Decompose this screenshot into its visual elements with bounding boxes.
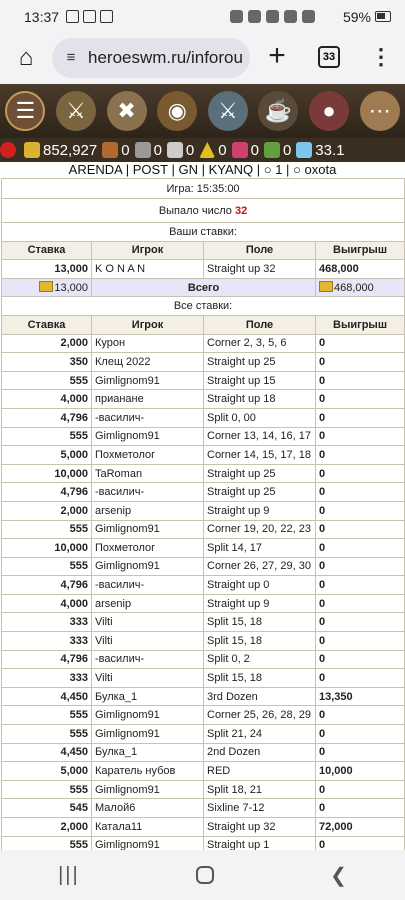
bet-player[interactable]: Булка_1 [92, 687, 204, 706]
heart-icon [0, 142, 16, 158]
bet-field: Straight up 25 [204, 353, 316, 372]
your-bets-title-row [2, 223, 405, 242]
menu-icon[interactable]: ☰ [5, 91, 45, 131]
browser-toolbar [0, 34, 405, 84]
table-row [2, 408, 405, 427]
bet-win: 0 [316, 464, 405, 483]
bet-stake: 555 [2, 836, 92, 850]
result-row [2, 199, 405, 223]
bet-field: 2nd Dozen [204, 743, 316, 762]
table-row [2, 818, 405, 837]
col-field: Поле [204, 241, 316, 260]
table-row [2, 594, 405, 613]
wood-resource: 0 [102, 142, 129, 159]
gallery-notification-icon [66, 10, 79, 23]
tavern-mug-icon[interactable]: ☕ [258, 91, 298, 131]
bet-field: Split 21, 24 [204, 725, 316, 744]
bet-win: 0 [316, 520, 405, 539]
table-row [2, 687, 405, 706]
lock-icon [230, 10, 243, 23]
ore-icon [135, 142, 151, 158]
table-row [2, 446, 405, 465]
health-indicator [0, 142, 19, 158]
your-bets-title: Ваши ставки: [2, 223, 405, 242]
col-stake: Ставка [2, 241, 92, 260]
bet-win: 0 [316, 632, 405, 651]
bet-stake: 10,000 [2, 539, 92, 558]
all-bets-header [2, 315, 405, 334]
helmet-icon[interactable]: ⚔ [56, 91, 96, 131]
bet-win: 0 [316, 539, 405, 558]
bet-win: 0 [316, 669, 405, 688]
bet-stake: 350 [2, 353, 92, 372]
address-bar[interactable] [52, 38, 250, 78]
table-row [2, 539, 405, 558]
tab-switcher-button[interactable]: 33 [318, 46, 340, 68]
battery-percent: 59% [342, 9, 371, 25]
bet-win: 0 [316, 576, 405, 595]
bet-win: 0 [316, 725, 405, 744]
table-row [2, 762, 405, 781]
new-tab-button[interactable]: + [268, 39, 286, 72]
bet-stake: 4,450 [2, 687, 92, 706]
col-stake: Ставка [2, 315, 92, 334]
bet-field: Straight up 0 [204, 576, 316, 595]
bet-win: 0 [316, 483, 405, 502]
alarm-icon [248, 10, 261, 23]
gold-icon [39, 281, 53, 292]
table-row [2, 334, 405, 353]
bet-field: Corner 25, 26, 28, 29 [204, 706, 316, 725]
status-bar [0, 0, 405, 34]
bet-field: Straight up 9 [204, 501, 316, 520]
bet-win: 0 [316, 334, 405, 353]
ore-resource: 0 [135, 142, 162, 159]
bet-player[interactable]: Vilti [92, 669, 204, 688]
url-text[interactable]: heroeswm.ru/inforou [88, 48, 243, 67]
bet-field: Straight up 32 [204, 260, 316, 279]
bet-player[interactable]: TaRoman [92, 464, 204, 483]
table-row [2, 780, 405, 799]
bet-stake: 555 [2, 520, 92, 539]
home-circle-icon[interactable] [196, 866, 214, 884]
bet-stake: 555 [2, 780, 92, 799]
bet-player[interactable]: Gimlignom91 [92, 836, 204, 850]
diamond-icon [296, 142, 312, 158]
swords-icon[interactable]: ⚔ [208, 91, 248, 131]
bet-stake: 13,000 [2, 260, 92, 279]
bet-win: 0 [316, 557, 405, 576]
bet-win: 0 [316, 390, 405, 409]
bet-player[interactable]: -василич- [92, 650, 204, 669]
all-bets-title-row [2, 297, 405, 316]
bet-field: Sixline 7-12 [204, 799, 316, 818]
bet-stake: 5,000 [2, 762, 92, 781]
home-icon[interactable]: ⌂ [18, 44, 34, 71]
bet-player[interactable]: Gimlignom91 [92, 725, 204, 744]
bet-win: 0 [316, 446, 405, 465]
bet-win: 10,000 [316, 762, 405, 781]
table-row [2, 576, 405, 595]
bet-player[interactable]: Малой6 [92, 799, 204, 818]
bet-win: 0 [316, 650, 405, 669]
bet-stake: 555 [2, 725, 92, 744]
bet-win: 0 [316, 836, 405, 850]
battery-icon [375, 11, 391, 22]
bet-win: 468,000 [316, 260, 405, 279]
bet-stake: 2,000 [2, 818, 92, 837]
bag-icon[interactable]: ◉ [157, 91, 197, 131]
bet-win: 0 [316, 743, 405, 762]
bet-player[interactable]: Vilti [92, 632, 204, 651]
total-win: 468,000 [316, 278, 405, 297]
bet-field: Corner 2, 3, 5, 6 [204, 334, 316, 353]
recent-apps-icon[interactable]: ||| [58, 863, 80, 886]
bet-player[interactable]: arsenip [92, 594, 204, 613]
table-row [2, 725, 405, 744]
bet-field: Split 0, 2 [204, 650, 316, 669]
map-scroll-icon[interactable]: ✖ [107, 91, 147, 131]
total-stake: 13,000 [2, 278, 92, 297]
roulette-icon[interactable]: ● [309, 91, 349, 131]
table-row [2, 390, 405, 409]
email-notification-icon [83, 10, 96, 23]
bet-stake: 333 [2, 669, 92, 688]
notification-icons [66, 10, 113, 23]
bet-win: 0 [316, 613, 405, 632]
bet-stake: 4,796 [2, 483, 92, 502]
site-settings-icon[interactable]: ≡ [66, 49, 76, 66]
bet-win: 0 [316, 799, 405, 818]
bet-player[interactable]: Gimlignom91 [92, 706, 204, 725]
bet-field: Split 18, 21 [204, 780, 316, 799]
bet-field: Split 0, 00 [204, 408, 316, 427]
diamonds-resource: 33.1 [296, 142, 344, 159]
bet-field: RED [204, 762, 316, 781]
mercury-resource: 0 [167, 142, 194, 159]
table-row [2, 464, 405, 483]
result-text: Выпало число 32 [2, 199, 405, 223]
bet-stake: 4,796 [2, 408, 92, 427]
table-row [2, 836, 405, 850]
signal-icon [302, 10, 315, 23]
bet-field: 3rd Dozen [204, 687, 316, 706]
crystals-resource: 0 [232, 142, 259, 159]
wood-icon [102, 142, 118, 158]
more-options-icon[interactable]: ⋮ [370, 44, 392, 69]
bet-stake: 10,000 [2, 464, 92, 483]
table-row [2, 353, 405, 372]
bet-win: 0 [316, 594, 405, 613]
bet-field: Straight up 15 [204, 371, 316, 390]
col-win: Выигрыш [316, 315, 405, 334]
bet-stake: 555 [2, 371, 92, 390]
system-nav-bar [0, 850, 405, 900]
col-player: Игрок [92, 241, 204, 260]
table-row [2, 613, 405, 632]
col-field: Поле [204, 315, 316, 334]
bet-field: Straight up 32 [204, 818, 316, 837]
table-row [2, 520, 405, 539]
bet-field: Corner 26, 27, 29, 30 [204, 557, 316, 576]
roulette-results [0, 178, 405, 850]
game-time: Игра: 15:35:00 [2, 179, 405, 199]
bet-stake: 4,796 [2, 650, 92, 669]
clock: 13:37 [24, 9, 60, 25]
bet-player[interactable]: Курон [92, 334, 204, 353]
mercury-icon [167, 142, 183, 158]
bet-player[interactable]: Похметолог [92, 539, 204, 558]
bet-stake: 545 [2, 799, 92, 818]
bet-stake: 555 [2, 557, 92, 576]
bet-field: Straight up 25 [204, 483, 316, 502]
bet-player[interactable]: Gimlignom91 [92, 557, 204, 576]
bets-table [1, 178, 405, 850]
bet-field: Straight up 1 [204, 836, 316, 850]
bet-win: 0 [316, 408, 405, 427]
bet-stake: 4,000 [2, 390, 92, 409]
table-row [2, 371, 405, 390]
table-row [2, 743, 405, 762]
bet-field: Straight up 25 [204, 464, 316, 483]
result-number: 32 [234, 204, 248, 217]
gems-resource: 0 [264, 142, 291, 159]
gold-resource: 852,927 [24, 142, 97, 159]
bet-player[interactable]: Gimlignom91 [92, 427, 204, 446]
all-bets-title: Все ставки: [2, 297, 405, 316]
bet-win: 0 [316, 353, 405, 372]
col-win: Выигрыш [316, 241, 405, 260]
table-row [2, 501, 405, 520]
table-row [2, 799, 405, 818]
table-row [2, 427, 405, 446]
bet-stake: 555 [2, 427, 92, 446]
bet-stake: 333 [2, 613, 92, 632]
bet-player[interactable]: прианане [92, 390, 204, 409]
gold-icon [319, 281, 333, 292]
game-nav [0, 84, 405, 138]
bet-win: 0 [316, 427, 405, 446]
table-row [2, 650, 405, 669]
wifi-icon [284, 10, 297, 23]
bet-field: Split 14, 17 [204, 539, 316, 558]
bet-field: Split 15, 18 [204, 632, 316, 651]
sulfur-resource: 0 [199, 142, 226, 159]
back-icon[interactable]: ❮ [330, 864, 347, 887]
bet-field: Corner 13, 14, 16, 17 [204, 427, 316, 446]
bet-stake: 4,000 [2, 594, 92, 613]
bet-player[interactable]: Похметолог [92, 446, 204, 465]
bet-win: 0 [316, 780, 405, 799]
bet-player[interactable]: Gimlignom91 [92, 780, 204, 799]
bet-player[interactable]: Vilti [92, 613, 204, 632]
bet-win: 0 [316, 371, 405, 390]
bet-player[interactable]: Gimlignom91 [92, 520, 204, 539]
bet-win: 13,350 [316, 687, 405, 706]
bet-player[interactable]: Каратель нубов [92, 762, 204, 781]
gold-icon [24, 142, 40, 158]
check-notification-icon [100, 10, 113, 23]
bet-win: 0 [316, 706, 405, 725]
total-row [2, 278, 405, 297]
bet-stake: 555 [2, 706, 92, 725]
bet-stake: 2,000 [2, 334, 92, 353]
bet-player[interactable]: Булка_1 [92, 743, 204, 762]
bet-field: Split 15, 18 [204, 613, 316, 632]
bet-field: Straight up 9 [204, 594, 316, 613]
your-bet-row [2, 260, 405, 279]
table-row [2, 483, 405, 502]
table-row [2, 669, 405, 688]
bet-win: 0 [316, 501, 405, 520]
resources-bar [0, 138, 405, 162]
bet-field: Corner 19, 20, 22, 23 [204, 520, 316, 539]
bet-player[interactable]: K O N A N [92, 260, 204, 279]
game-time-row [2, 179, 405, 199]
bet-stake: 4,796 [2, 576, 92, 595]
crystal-icon [232, 142, 248, 158]
bet-player[interactable]: -василич- [92, 576, 204, 595]
total-label: Всего [92, 278, 316, 297]
system-icons [230, 10, 315, 23]
table-row [2, 557, 405, 576]
info-links[interactable]: ARENDA | POST | GN | KYANQ | ○ 1 | ○ oxota [0, 162, 405, 178]
bet-player[interactable]: Клещ 2022 [92, 353, 204, 372]
bet-stake: 5,000 [2, 446, 92, 465]
bet-player[interactable]: Катала11 [92, 818, 204, 837]
table-row [2, 706, 405, 725]
bet-player[interactable]: Gimlignom91 [92, 371, 204, 390]
sulfur-icon [199, 142, 215, 158]
bet-field: Straight up 18 [204, 390, 316, 409]
bet-win: 72,000 [316, 818, 405, 837]
bet-stake: 2,000 [2, 501, 92, 520]
bet-player[interactable]: arsenip [92, 501, 204, 520]
bet-player[interactable]: -василич- [92, 408, 204, 427]
mute-icon [266, 10, 279, 23]
bet-field: Corner 14, 15, 17, 18 [204, 446, 316, 465]
col-player: Игрок [92, 315, 204, 334]
gems-icon [264, 142, 280, 158]
bet-stake: 4,450 [2, 743, 92, 762]
bet-stake: 333 [2, 632, 92, 651]
table-row [2, 632, 405, 651]
bet-field: Split 15, 18 [204, 669, 316, 688]
bet-player[interactable]: -василич- [92, 483, 204, 502]
chat-bubble-icon[interactable]: ⋯ [360, 91, 400, 131]
your-bets-header [2, 241, 405, 260]
